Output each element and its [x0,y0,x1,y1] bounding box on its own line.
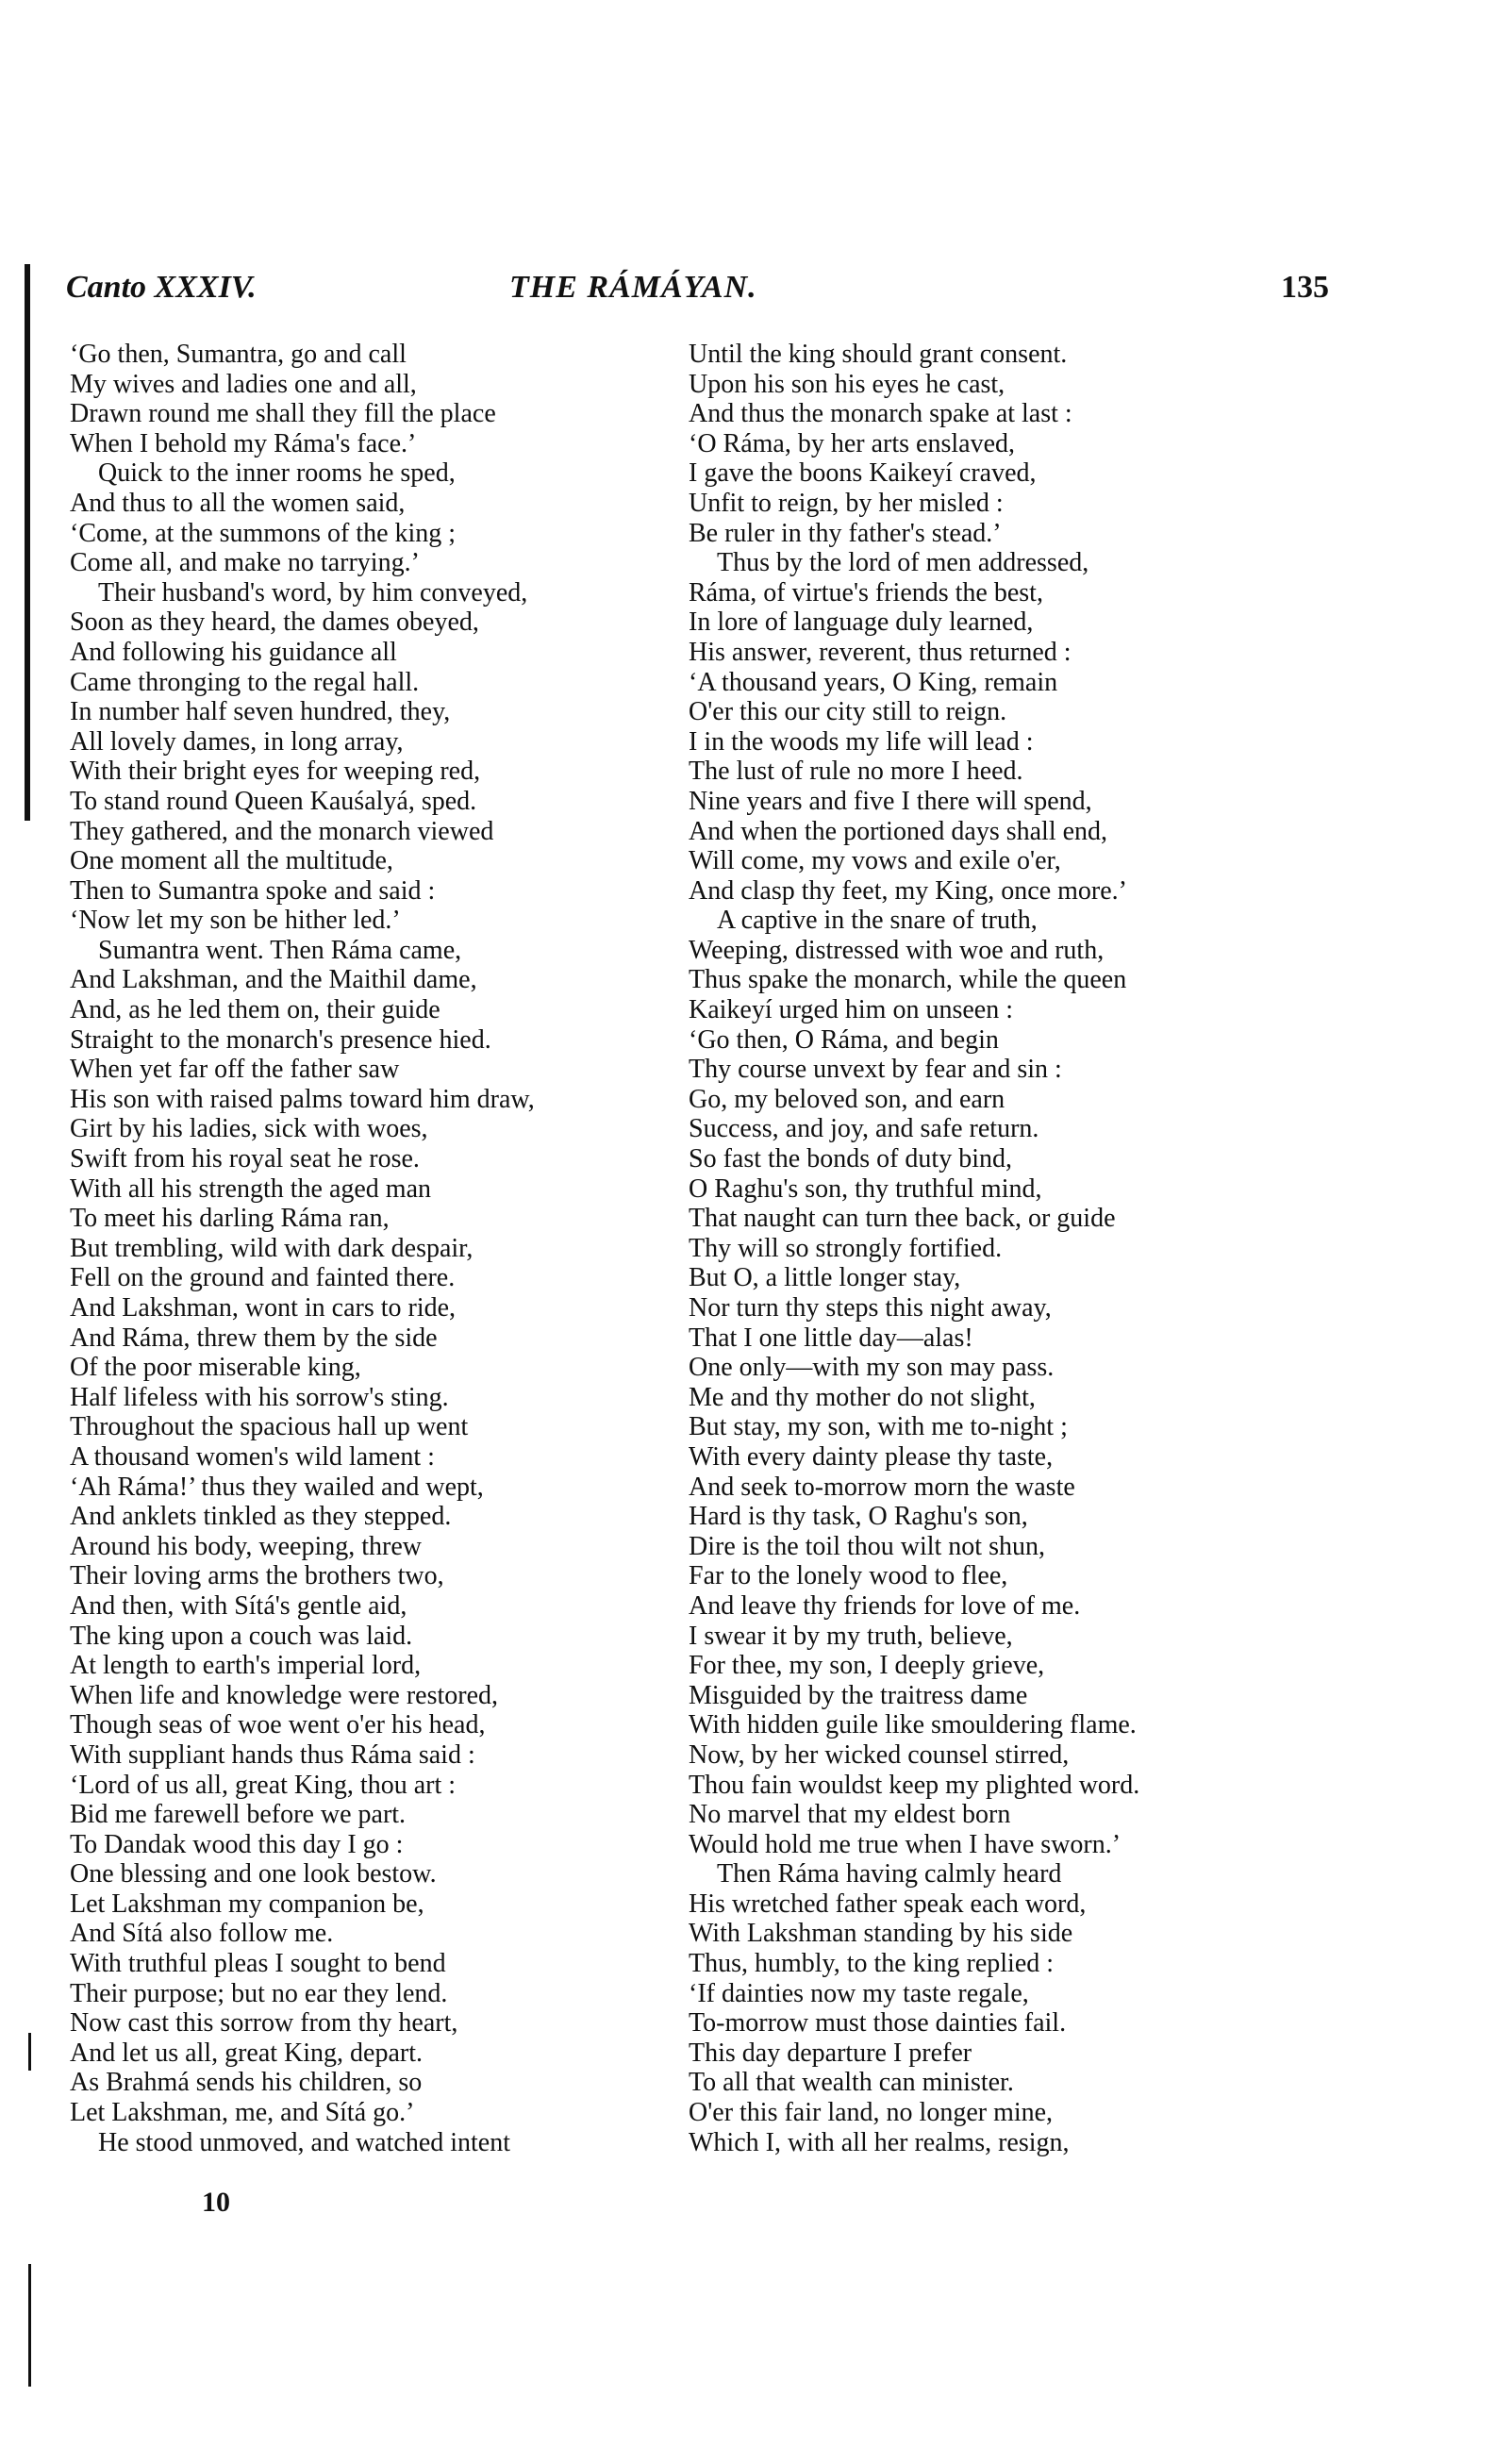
verse-line: ‘Ah Ráma!’ thus they wailed and wept, [70,1472,484,1502]
verse-line: And when the portioned days shall end, [689,816,1108,846]
verse-line: Me and thy mother do not slight, [689,1382,1036,1412]
verse-line: Thy course unvext by fear and sin : [689,1055,1062,1085]
canto-label: Canto XXXIV. [66,270,257,305]
verse-line: Thou fain wouldst keep my plighted word. [689,1770,1140,1800]
verse-line: Upon his son his eyes he cast, [689,369,1005,399]
book-title: THE RÁMÁYAN. [509,270,757,305]
verse-line: But trembling, wild with dark despair, [70,1233,474,1263]
verse-line: Let Lakshman, me, and Sítá go.’ [70,2098,415,2128]
verse-line: To meet his darling Ráma ran, [70,1204,390,1234]
verse-line: The king upon a couch was laid. [70,1621,413,1651]
verse-line: He stood unmoved, and watched intent [98,2127,511,2157]
verse-line: And let us all, great King, depart. [70,2038,424,2068]
running-header [66,270,1329,313]
verse-line: Swift from his royal seat he rose. [70,1144,420,1174]
verse-line: For thee, my son, I deeply grieve, [689,1651,1045,1681]
verse-line: Fell on the ground and fainted there. [70,1263,456,1293]
margin-rule-bottom [28,2264,31,2387]
verse-line: This day departure I prefer [689,2038,972,2068]
verse-line: Far to the lonely wood to flee, [689,1561,1008,1591]
verse-line: They gathered, and the monarch viewed [70,816,494,846]
verse-line: But O, a little longer stay, [689,1263,961,1293]
verse-line: As Brahmá sends his children, so [70,2068,423,2098]
verse-line: To stand round Queen Kauśalyá, sped. [70,786,477,816]
verse-line: Half lifeless with his sorrow's sting. [70,1382,449,1412]
verse-line: And then, with Sítá's gentle aid, [70,1590,407,1621]
verse-line: His wretched father speak each word, [689,1889,1087,1919]
verse-line: Thy will so strongly fortified. [689,1233,1003,1263]
verse-line: Now cast this sorrow from thy heart, [70,2008,458,2039]
verse-line: ‘Now let my son be hither led.’ [70,906,401,936]
verse-line: And Ráma, threw them by the side [70,1323,438,1353]
verse-line: Their loving arms the brothers two, [70,1561,444,1591]
verse-line: The lust of rule no more I heed. [689,757,1023,787]
verse-line: Go, my beloved son, and earn [689,1084,1005,1114]
verse-line: Dire is the toil thou wilt not shun, [689,1531,1045,1561]
verse-line: To-morrow must those dainties fail. [689,2008,1067,2039]
verse-line: A captive in the snare of truth, [717,906,1038,936]
verse-line: All lovely dames, in long array, [70,726,404,757]
verse-line: And leave thy friends for love of me. [689,1590,1081,1621]
verse-line: ‘If dainties now my taste regale, [689,1978,1029,2008]
verse-line: To Dandak wood this day I go : [70,1829,404,1859]
verse-line: And anklets tinkled as they stepped. [70,1502,452,1532]
verse-line: His son with raised palms toward him draw, [70,1084,535,1114]
verse-line: Thus, humbly, to the king replied : [689,1949,1055,1979]
verse-line: And thus to all the women said, [70,488,406,518]
verse-line: O'er this fair land, no longer mine, [689,2098,1054,2128]
margin-rule-top [25,264,30,821]
verse-line: ‘O Ráma, by her arts enslaved, [689,428,1015,458]
verse-line: Thus spake the monarch, while the queen [689,965,1127,995]
verse-line: Success, and joy, and safe return. [689,1114,1039,1144]
verse-line: Will come, my vows and exile o'er, [689,846,1061,876]
verse-line: Be ruler in thy father's stead.’ [689,518,1002,548]
verse-line: ‘A thousand years, O King, remain [689,667,1058,697]
verse-line: With truthful pleas I sought to bend [70,1949,446,1979]
verse-line: Weeping, distressed with woe and ruth, [689,935,1105,965]
verse-line: And Lakshman, and the Maithil dame, [70,965,477,995]
verse-line: And thus the monarch spake at last : [689,399,1072,429]
verse-line: Around his body, weeping, threw [70,1531,423,1561]
verse-line: With Lakshman standing by his side [689,1919,1073,1949]
verse-line: Straight to the monarch's presence hied. [70,1024,491,1055]
verse-line: Girt by his ladies, sick with woes, [70,1114,428,1144]
verse-line: Then Ráma having calmly heard [717,1859,1062,1889]
verse-line: Until the king should grant consent. [689,340,1068,369]
verse-line: And clasp thy feet, my King, once more.’ [689,875,1127,906]
verse-line: Though seas of woe went o'er his head, [70,1710,486,1740]
verse-line: Kaikeyí urged him on unseen : [689,995,1013,1025]
verse-line: ‘Come, at the summons of the king ; [70,518,457,548]
verse-line: But stay, my son, with me to-night ; [689,1412,1068,1442]
verse-line: With suppliant hands thus Ráma said : [70,1739,475,1770]
verse-line: Ráma, of virtue's friends the best, [689,577,1043,607]
verse-line: Then to Sumantra spoke and said : [70,875,436,906]
verse-line: A thousand women's wild lament : [70,1441,435,1472]
verse-line: Sumantra went. Then Ráma came, [98,935,462,965]
verse-line: Their purpose; but no ear they lend. [70,1978,448,2008]
verse-line: Quick to the inner rooms he sped, [98,458,456,489]
verse-line: And following his guidance all [70,637,397,667]
verse-line: Their husband's word, by him conveyed, [98,577,528,607]
verse-line: Unfit to reign, by her misled : [689,488,1004,518]
page-number: 135 [1281,270,1329,305]
verse-line: That naught can turn thee back, or guide [689,1204,1116,1234]
verse-line: And, as he led them on, their guide [70,995,440,1025]
verse-line: With all his strength the aged man [70,1173,432,1204]
verse-line: In number half seven hundred, they, [70,697,451,727]
verse-line: Nine years and five I there will spend, [689,786,1092,816]
verse-line: O'er this our city still to reign. [689,697,1007,727]
verse-line: Hard is thy task, O Raghu's son, [689,1502,1028,1532]
verse-line: Drawn round me shall they fill the place [70,399,496,429]
verse-line: When I behold my Ráma's face.’ [70,428,417,458]
verse-line: His answer, reverent, thus returned : [689,637,1072,667]
verse-line: Come all, and make no tarrying.’ [70,548,420,578]
verse-line: Soon as they heard, the dames obeyed, [70,607,479,638]
verse-line: Misguided by the traitress dame [689,1680,1028,1710]
verse-line: Nor turn thy steps this night away, [689,1293,1052,1323]
verse-line: Which I, with all her realms, resign, [689,2127,1070,2157]
verse-line: At length to earth's imperial lord, [70,1651,422,1681]
verse-line: To all that wealth can minister. [689,2068,1014,2098]
verse-line: ‘Go then, O Ráma, and begin [689,1024,999,1055]
verse-line: I in the woods my life will lead : [689,726,1034,757]
verse-line: One moment all the multitude, [70,846,393,876]
verse-line: Bid me farewell before we part. [70,1800,407,1830]
verse-line: When yet far off the father saw [70,1055,400,1085]
verse-line: Of the poor miserable king, [70,1353,361,1383]
verse-line: No marvel that my eldest born [689,1800,1011,1830]
verse-line: I gave the boons Kaikeyí craved, [689,458,1037,489]
left-column [70,340,673,2157]
margin-rule-small [28,2033,31,2071]
verse-line: Would hold me true when I have sworn.’ [689,1829,1122,1859]
verse-line: ‘Lord of us all, great King, thou art : [70,1770,457,1800]
verse-line: One blessing and one look bestow. [70,1859,437,1889]
verse-line: Now, by her wicked counsel stirred, [689,1739,1070,1770]
verse-line: With their bright eyes for weeping red, [70,757,481,787]
verse-line: One only—with my son may pass. [689,1353,1055,1383]
signature-mark: 10 [202,2187,230,2218]
right-column [689,340,1302,2157]
verse-line: With hidden guile like smouldering flame. [689,1710,1137,1740]
verse-line: In lore of language duly learned, [689,607,1034,638]
verse-line: And Lakshman, wont in cars to ride, [70,1293,457,1323]
verse-line: O Raghu's son, thy truthful mind, [689,1173,1042,1204]
verse-line: And Sítá also follow me. [70,1919,334,1949]
verse-line: ‘Go then, Sumantra, go and call [70,340,407,369]
verse-line: Came thronging to the regal hall. [70,667,420,697]
verse-line: When life and knowledge were restored, [70,1680,499,1710]
verse-line: With every dainty please thy taste, [689,1441,1054,1472]
verse-line: Throughout the spacious hall up went [70,1412,469,1442]
verse-line: And seek to-morrow morn the waste [689,1472,1075,1502]
verse-line: That I one little day—alas! [689,1323,973,1353]
verse-line: My wives and ladies one and all, [70,369,417,399]
verse-line: So fast the bonds of duty bind, [689,1144,1012,1174]
verse-line: Let Lakshman my companion be, [70,1889,424,1919]
verse-line: I swear it by my truth, believe, [689,1621,1013,1651]
verse-line: Thus by the lord of men addressed, [717,548,1089,578]
